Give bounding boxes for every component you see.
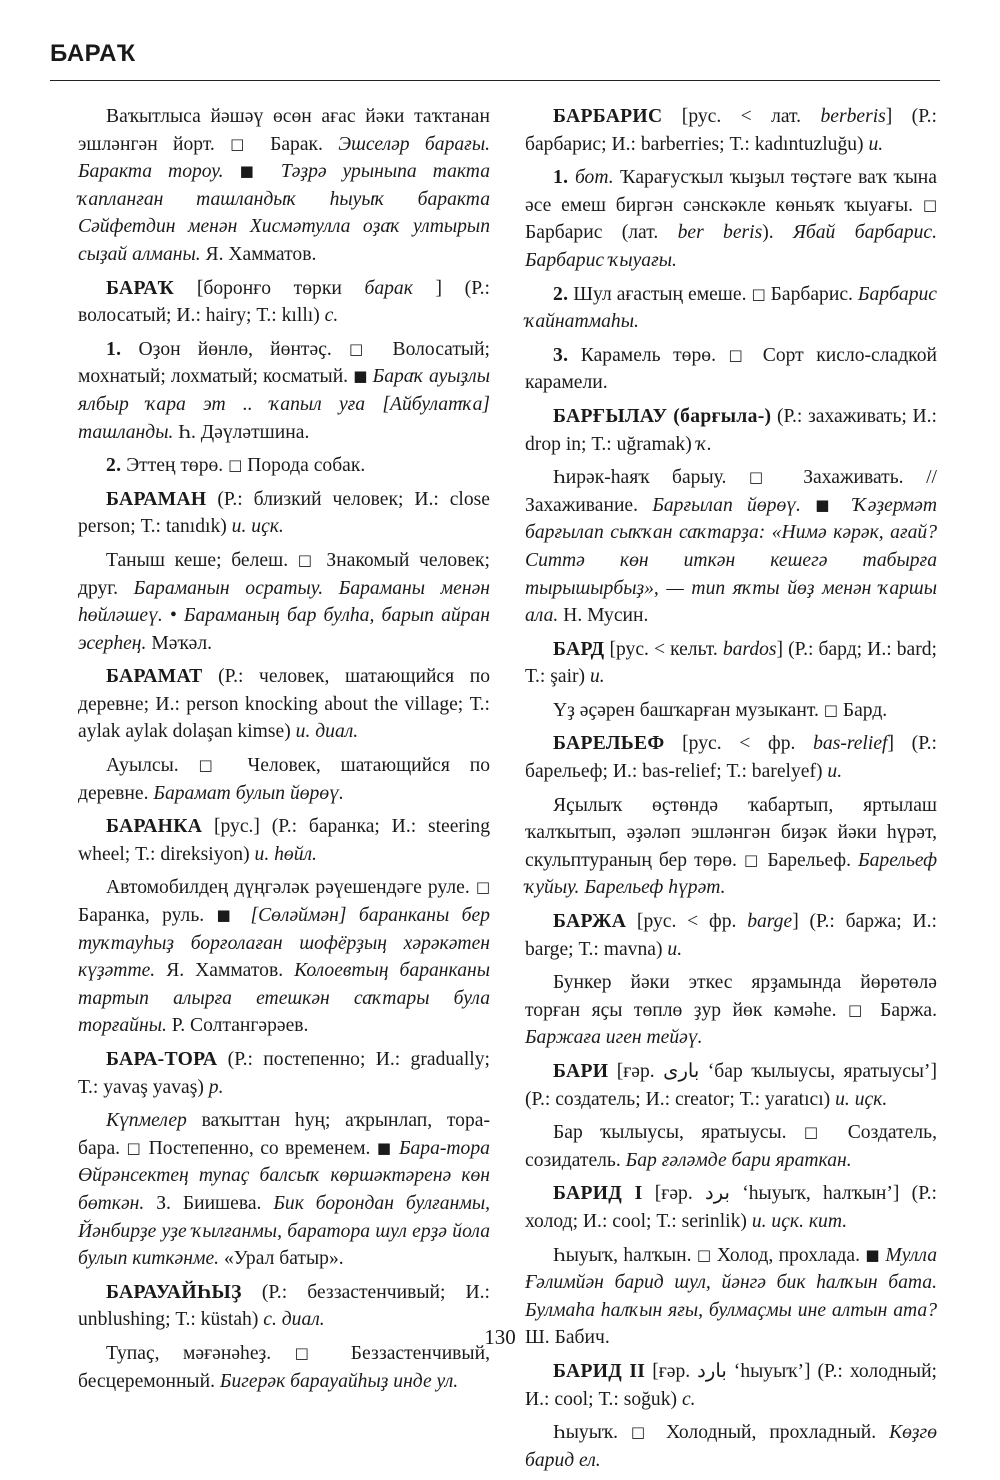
filled-square-icon: ■ xyxy=(815,495,839,514)
open-square-icon: □ xyxy=(751,284,766,303)
definition-text: Һыуыҡ, һалҡын. xyxy=(553,1244,697,1266)
example-text: и. иҫк. xyxy=(231,516,284,538)
left-column xyxy=(78,103,490,1401)
definition-text: Бар ҡылыусы, яратыусы. xyxy=(553,1122,804,1144)
definition-text: • xyxy=(169,605,184,627)
definition-text: [рус. < лат. xyxy=(662,106,821,127)
dictionary-entry xyxy=(78,103,490,269)
definition-text: Ауылсы. xyxy=(106,755,199,777)
definition-text: Карамель төрө. xyxy=(568,344,729,366)
definition-text: Һирәк-һаяҡ барыу. xyxy=(553,467,749,489)
dictionary-entry xyxy=(78,547,490,657)
definition-text: Баранка, руль. xyxy=(78,905,217,927)
definition-text: Холодный, прохладный. xyxy=(653,1422,890,1444)
example-text: Бараманың бар булһа, барып айран эсерһең. xyxy=(78,605,491,654)
example-text: berberis xyxy=(820,106,886,127)
open-square-icon: □ xyxy=(823,700,838,719)
definition-text: [рус. < фр. xyxy=(664,733,814,755)
headword: БАРАМАН xyxy=(106,488,207,510)
example-text: Бара-тора Өйрәнсектең тупаҫ балсыҡ көршәктәренә көн бөткән. xyxy=(78,1137,490,1214)
dictionary-entry xyxy=(525,1180,937,1235)
definition-text: (Р.: близкий человек; И.: close person; Т.: tanıdık) xyxy=(78,488,490,538)
dictionary-entry xyxy=(78,1046,490,1101)
example-text: Барғылап йөрөү. xyxy=(652,494,816,516)
dictionary-entry xyxy=(525,969,937,1052)
example-text: и. иҫк. кит. xyxy=(751,1210,848,1232)
definition-text: Ваҡытлыса йәшәү өсөн ағас йәки таҡтанан эшләнгән йорт. xyxy=(78,106,490,155)
definition-text: Барельеф. xyxy=(760,849,859,871)
headword: 1. xyxy=(106,338,122,360)
example-text: Көҙгө барид ел. xyxy=(525,1422,937,1471)
definition-text: Шул ағастың емеше. xyxy=(568,283,752,305)
headword: БАРАҠ xyxy=(106,277,175,299)
open-square-icon: □ xyxy=(198,756,228,775)
example-text: Ҡәҙермәт барғылап сыҡҡан саҡтарҙа: «Нимә кәрәк, ағай? Ситтә көн иткән кешегә табырға тырышырбыҙ», — тип яҡты йөҙ менән ҡаршы ала. xyxy=(525,494,937,627)
open-square-icon: □ xyxy=(696,1245,712,1264)
open-square-icon: □ xyxy=(847,1000,869,1019)
example-text: Эшселәр барағы. Баракта тороу. xyxy=(78,133,490,183)
example-text: и. xyxy=(868,133,884,155)
definition-text: [ғәр. باری ‘бар ҡылыусы, яратыусы’] (Р.: создатель; И.: creator; Т.: yaratıcı) xyxy=(525,1061,937,1110)
example-text: Бар ғәләмде бари яраткан. xyxy=(625,1149,852,1171)
definition-text: Оҙон йөнлө, йөнтәҫ. xyxy=(121,338,349,360)
definition-text: (Р.: захаживать; И.: drop in; Т.: uğramak) xyxy=(525,405,938,455)
example-text: Барбарис ҡайнатмаһы. xyxy=(525,283,937,333)
example-text: bardos xyxy=(722,638,777,660)
dictionary-entry xyxy=(525,1058,937,1113)
definition-text: ). xyxy=(762,222,794,244)
right-column xyxy=(525,103,937,1480)
example-text: bas-relief xyxy=(813,733,888,755)
dictionary-entry xyxy=(78,874,490,1040)
definition-text: Я. Хамматов. xyxy=(200,243,317,265)
definition-text: (Р.: беззастенчивый; И.: unblushing; Т.: küstah) xyxy=(78,1281,490,1331)
filled-square-icon: ■ xyxy=(216,906,239,925)
open-square-icon: □ xyxy=(126,1138,143,1157)
definition-text: Барбарис. xyxy=(765,283,858,305)
definition-text: [ғәр. بارد ‘һыуыҡ’] (Р.: холодный; И.: cool; Т.: soğuk) xyxy=(525,1360,937,1410)
definition-text: Ҡарағусҡыл ҡыҙыл төҫтәге ваҡ ҡына әсе емеш биргән сәнскәкле көньяҡ ҡыуағы. xyxy=(525,167,937,216)
definition-text: Тупаҫ, мәғәнәһеҙ. xyxy=(106,1342,295,1364)
definition-text: Н. Мусин. xyxy=(558,605,649,627)
definition-text: Знакомый человек; друг. xyxy=(78,549,490,599)
open-square-icon: □ xyxy=(922,195,937,214)
headword: БАРД xyxy=(553,638,605,660)
headword: БАРАУАЙҺЫҘ xyxy=(106,1281,242,1303)
headword: БАРЖА xyxy=(553,911,627,933)
definition-text: Барак. xyxy=(254,133,339,155)
definition-text: Я. Хамматов. xyxy=(155,960,295,982)
open-square-icon: □ xyxy=(294,1343,328,1362)
dictionary-entry xyxy=(525,908,937,963)
dictionary-entry xyxy=(525,636,937,691)
definition-text: Һ. Дәүләтшина. xyxy=(173,421,310,443)
dictionary-entry xyxy=(78,452,490,480)
definition-text: «Урал батыр». xyxy=(219,1248,344,1270)
headword: БАРБАРИС xyxy=(553,106,663,127)
example-text: ҡ. xyxy=(696,433,712,455)
definition-text: Постепенно, со временем. xyxy=(142,1137,377,1159)
definition-text: [ғәр. برد ‘һыуыҡ, һалҡын’] (Р.: холод; И.: cool; Т.: serinlik) xyxy=(525,1183,937,1232)
example-text: Баржаға иген тейәү. xyxy=(525,1027,703,1049)
dictionary-entry xyxy=(525,164,937,274)
example-text: Тәҙрә урыныna такта ҡапланған ташландыҡ һыуыҡ баракта Сәйфетдин менән Хисмәтулла оҙаҡ ултырып сыҙай алманы. xyxy=(78,161,490,265)
running-head: БАРАҠ xyxy=(50,40,136,67)
example-text: Колоевтың баранканы тартып алырға етешкән саҡтары була торғайны. xyxy=(78,960,490,1037)
definition-text: [рус. < кельт. xyxy=(604,638,723,660)
definition-text: Барбарис (лат. xyxy=(525,222,678,244)
definition-text: Беззастенчивый, бесцеремонный. xyxy=(78,1342,490,1392)
definition-text: ] (Р.: бард; И.: bard; Т.: şair) xyxy=(525,638,937,688)
example-text: [Сөләймән] баранканы бер туҡтауһыҙ борғолаған шофёрҙың хәрәкәтен күҙәтте. xyxy=(78,905,490,982)
example-text: с. диал. xyxy=(263,1309,325,1331)
headword: 2. xyxy=(553,283,569,305)
definition-text: [рус.] (Р.: баранка; И.: steering wheel; Т.: direksiyon) xyxy=(78,816,490,865)
headword: БАРИ xyxy=(553,1061,609,1082)
definition-text: Мәҡәл. xyxy=(146,632,213,654)
example-text: с. xyxy=(681,1388,696,1410)
definition-text: Порода собак. xyxy=(242,455,366,477)
definition-text: Автомобилдең дүңгәләк рәүешендәге руле. xyxy=(106,877,476,899)
open-square-icon: □ xyxy=(348,339,376,358)
definition-text: Волосатый; мохнатый; лохматый; косматый. xyxy=(78,338,490,388)
open-square-icon: □ xyxy=(728,345,751,364)
dictionary-entry xyxy=(525,1119,937,1174)
example-text: с. xyxy=(324,305,339,327)
example-text: ber beris xyxy=(677,222,763,244)
dictionary-entry xyxy=(525,464,937,630)
dictionary-entry xyxy=(525,342,937,397)
headword: БАРҒЫЛАУ (барғыла-) xyxy=(553,405,772,427)
definition-text: Ш. Бабич. xyxy=(525,1327,610,1349)
dictionary-entry xyxy=(525,403,937,458)
filled-square-icon: ■ xyxy=(865,1245,881,1264)
headword: БАРА-ТОРА xyxy=(106,1049,218,1070)
page-number: 130 xyxy=(484,1325,516,1349)
dictionary-entry xyxy=(78,663,490,746)
example-text: и. xyxy=(589,666,605,688)
dictionary-entry xyxy=(78,813,490,868)
dictionary-entry xyxy=(525,730,937,785)
definition-text: Захаживать. // Захаживание. xyxy=(525,467,937,516)
open-square-icon: □ xyxy=(230,134,255,153)
definition-text: Үҙ әҫәрен башҡарған музыкант. xyxy=(553,699,824,721)
open-square-icon: □ xyxy=(748,468,781,487)
open-square-icon: □ xyxy=(228,456,243,475)
example-text: Ябай барбарис. Барбарис ҡыуағы. xyxy=(525,222,937,271)
dictionary-entry xyxy=(525,1419,937,1474)
definition-text: ваҡыттан һуң; аҡрынлап, тора-бара. xyxy=(78,1110,490,1159)
example-text: Бараманын осратыу. Бараманы менән һөйләшеү. xyxy=(78,577,490,627)
definition-text: Таныш кеше; белеш. xyxy=(106,549,298,571)
definition-text: Сорт кисло-сладкой карамели. xyxy=(525,344,937,394)
definition-text: Р. Солтангәрәев. xyxy=(166,1015,309,1037)
filled-square-icon: ■ xyxy=(353,367,368,386)
dictionary-entry xyxy=(525,1358,937,1413)
example-text: барак xyxy=(364,277,413,299)
definition-text: З. Биишева. xyxy=(144,1192,274,1214)
definition-text: (Р.: постепенно; И.: gradually; Т.: yavaş yavaş) xyxy=(78,1049,490,1098)
example-text: Барамат булып йөрөү. xyxy=(153,782,344,804)
filled-square-icon: ■ xyxy=(376,1138,393,1157)
headword: 1. xyxy=(553,167,575,189)
definition-text: Эттең төрө. xyxy=(121,455,229,477)
headword: БАРИД I xyxy=(553,1183,643,1205)
definition-text: Бункер йәки эткес ярҙамында йөрөтөлә торған яҫы төплө ҙур йөк кәмәһе. xyxy=(525,972,937,1021)
example-text: и. диал. xyxy=(295,721,359,743)
header-rule xyxy=(50,80,940,81)
example-text: Мулла Ғәлимйән барид шул, йәнгә бик һалҡын бата. Булмаһа һалҡын яғы, булмаҫмы ине алтын ата? xyxy=(525,1244,937,1321)
example-text: и. xyxy=(667,938,683,960)
headword: 3. xyxy=(553,344,569,366)
open-square-icon: □ xyxy=(630,1423,654,1442)
dictionary-entry xyxy=(78,275,490,330)
dictionary-entry xyxy=(525,103,937,158)
dictionary-entry xyxy=(78,336,490,446)
example-text: и. xyxy=(827,761,843,783)
definition-text: Создатель, созидатель. xyxy=(525,1122,937,1171)
example-text: р. xyxy=(208,1076,224,1098)
example-text: Бик борондан булғанмы, Йәнбирҙе уҙе ҡылғанмы, баратора шул ерҙә йола булып киткәнме. xyxy=(78,1192,490,1270)
definition-text: [боронғо төрки xyxy=(174,277,365,299)
definition-text: ] (Р.: волосатый; И.: hairy; Т.: kıllı) xyxy=(78,277,490,327)
example-text: и. һөйл. xyxy=(254,843,317,865)
definition-text: Холод, прохлада. xyxy=(711,1244,866,1266)
definition-text: ] (Р.: барельеф; И.: bas-relief; Т.: barelyef) xyxy=(525,733,937,783)
example-text: и. иҫк. xyxy=(835,1088,888,1110)
dictionary-entry xyxy=(78,486,490,541)
headword: БАРАНКА xyxy=(106,816,203,838)
dictionary-entry xyxy=(525,281,937,336)
example-text: barge xyxy=(747,911,793,933)
headword: 2. xyxy=(106,455,122,477)
headword: БАРАМАТ xyxy=(106,666,203,688)
definition-text: ] (Р.: барбарис; И.: barberries; Т.: kadıntuzluğu) xyxy=(525,106,937,155)
example-text: Бараҡ ауыҙлы ялбыр ҡара эт .. ҡапыл уға [Айбулатҡа] ташланды. xyxy=(78,366,490,443)
open-square-icon: □ xyxy=(475,878,490,897)
headword: БАРЕЛЬЕФ xyxy=(553,733,665,755)
example-text: Бигерәк бараyайһыҙ инде ул. xyxy=(219,1370,459,1392)
definition-text: ] (Р.: баржа; И.: barge; Т.: mavna) xyxy=(525,911,937,960)
dictionary-entry xyxy=(525,792,937,902)
example-text: бот. xyxy=(574,167,614,189)
definition-text: (Р.: человек, шатающийся по деревне; И.: person knocking about the village; Т.: aylak aylak dolaşan kimse) xyxy=(78,666,490,743)
open-square-icon: □ xyxy=(297,550,317,569)
definition-text: Бард. xyxy=(837,699,888,721)
open-square-icon: □ xyxy=(803,1123,831,1142)
open-square-icon: □ xyxy=(743,850,761,869)
dictionary-entry xyxy=(78,752,490,807)
definition-text: Баржа. xyxy=(868,999,937,1021)
dictionary-entry xyxy=(525,697,937,725)
dictionary-entry xyxy=(78,1107,490,1273)
definition-text: Яҫылыҡ өҫтөндә ҡабартып, яртылаш ҡалҡытып, әҙәләп эшләнгән биҙәк йәки һүрәт, скульптураның бер төрө. xyxy=(525,794,937,871)
definition-text: Человек, шатающийся по деревне. xyxy=(78,755,490,804)
filled-square-icon: ■ xyxy=(239,162,265,181)
headword: БАРИД II xyxy=(553,1360,646,1382)
definition-text: Һыуыҡ. xyxy=(553,1422,631,1444)
definition-text: [рус. < фр. xyxy=(626,911,748,933)
example-text: Барельеф ҡуйыу. Барельеф һүрәт. xyxy=(525,849,937,899)
example-text: Күпмелер xyxy=(106,1110,187,1132)
